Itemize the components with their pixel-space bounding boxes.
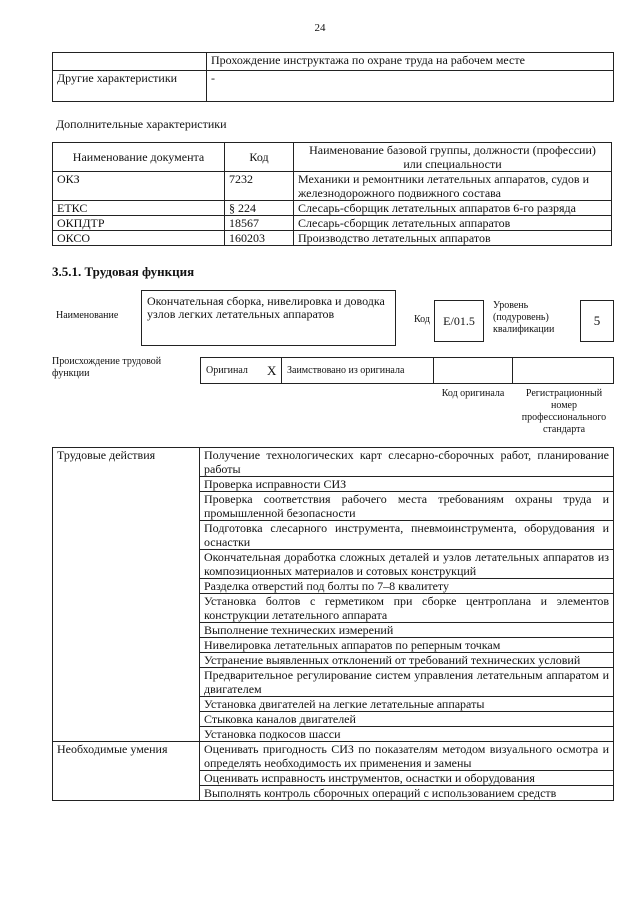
header-name: Наименование базовой группы, должности (профессии) или специальности	[294, 143, 612, 172]
cell-code: § 224	[225, 201, 294, 216]
origin-borrowed-box	[281, 357, 434, 384]
code-label: Код	[414, 314, 430, 325]
table-header-row	[53, 143, 612, 172]
action-item: Разделка отверстий под болты по 7–8 квалитету	[200, 579, 614, 594]
skill-item: Оценивать исправность инструментов, оснастки и оборудования	[200, 771, 614, 786]
cell-doc: ОКСО	[53, 231, 225, 246]
extra-title: Дополнительные характеристики	[56, 117, 227, 131]
origin-original-box	[200, 357, 282, 384]
level-value: 5	[580, 300, 614, 342]
cell-name: Слесарь-сборщик летательных аппаратов	[294, 216, 612, 231]
origin-code-box	[433, 357, 513, 384]
action-item: Проверка соответствия рабочего места требованиям охраны труда и промышленной безопасности	[200, 492, 614, 521]
row-value: -	[207, 71, 614, 102]
cell-code: 7232	[225, 172, 294, 201]
top-table	[52, 52, 614, 102]
skill-item: Выполнять контроль сборочных операций с использованием средств	[200, 786, 614, 801]
action-item: Подготовка слесарного инструмента, пневмоинструмента, оборудования и оснастки	[200, 521, 614, 550]
origin-reg-box	[512, 357, 614, 384]
function-name: Окончательная сборка, нивелировка и доводка узлов легких летательных аппаратов	[141, 290, 396, 346]
table-row	[53, 172, 612, 201]
table-row	[53, 448, 614, 477]
row-value: Прохождение инструктажа по охране труда на рабочем месте	[207, 53, 614, 71]
skill-item: Оценивать пригодность СИЗ по показателям методом визуального осмотра и определять необходимость их применения и замены	[200, 742, 614, 771]
origin-mark: X	[267, 363, 277, 378]
table-row	[53, 742, 614, 771]
action-item: Установка подкосов шасси	[200, 727, 614, 742]
cell-doc: ОКПДТР	[53, 216, 225, 231]
action-item: Получение технологических карт слесарно-сборочных работ, планирование работы	[200, 448, 614, 477]
table-row	[53, 71, 614, 102]
function-code: E/01.5	[434, 300, 484, 342]
table-row	[53, 216, 612, 231]
action-item: Стыковка каналов двигателей	[200, 712, 614, 727]
cell-name: Производство летательных аппаратов	[294, 231, 612, 246]
action-item: Устранение выявленных отклонений от требований технических условий	[200, 653, 614, 668]
extra-table	[52, 142, 612, 246]
row-label: Другие характеристики	[53, 71, 207, 102]
action-item: Установка двигателей на легкие летательные аппараты	[200, 697, 614, 712]
action-item: Нивелировка летательных аппаратов по реперным точкам	[200, 638, 614, 653]
cell-code: 18567	[225, 216, 294, 231]
cell-name: Слесарь-сборщик летательных аппаратов 6-го разряда	[294, 201, 612, 216]
page-number: 24	[314, 22, 326, 34]
origin-original: Оригинал	[206, 365, 248, 376]
row-label	[53, 53, 207, 71]
cell-name: Механики и ремонтники летательных аппаратов, судов и железнодорожного подвижного состава	[294, 172, 612, 201]
action-item: Выполнение технических измерений	[200, 623, 614, 638]
origin-label: Происхождение трудовой функции	[52, 356, 162, 379]
actions-label: Трудовые действия	[53, 448, 200, 742]
section-title: 3.5.1. Трудовая функция	[52, 264, 195, 279]
table-row	[53, 201, 612, 216]
header-doc: Наименование документа	[53, 143, 225, 172]
skills-label: Необходимые умения	[53, 742, 200, 801]
origin-code-caption: Код оригинала	[441, 388, 505, 399]
action-item: Окончательная доработка сложных деталей и узлов летательных аппаратов из композиционных материалов и сотовых конструкций	[200, 550, 614, 579]
table-row	[53, 53, 614, 71]
name-label: Наименование	[56, 310, 119, 321]
cell-doc: ОКЗ	[53, 172, 225, 201]
main-table	[52, 447, 614, 801]
header-code: Код	[225, 143, 294, 172]
level-label: Уровень (подуровень) квалификации	[493, 300, 555, 335]
origin-borrowed: Заимствовано из оригинала	[287, 365, 405, 376]
action-item: Установка болтов с герметиком при сборке центроплана и элементов конструкции летательного аппарата	[200, 594, 614, 623]
action-item: Предварительное регулирование систем управления летательным аппаратом и двигателем	[200, 668, 614, 697]
action-item: Проверка исправности СИЗ	[200, 477, 614, 492]
cell-code: 160203	[225, 231, 294, 246]
origin-reg-caption: Регистрационный номер профессионального стандарта	[521, 388, 607, 435]
table-row	[53, 231, 612, 246]
cell-doc: ЕТКС	[53, 201, 225, 216]
